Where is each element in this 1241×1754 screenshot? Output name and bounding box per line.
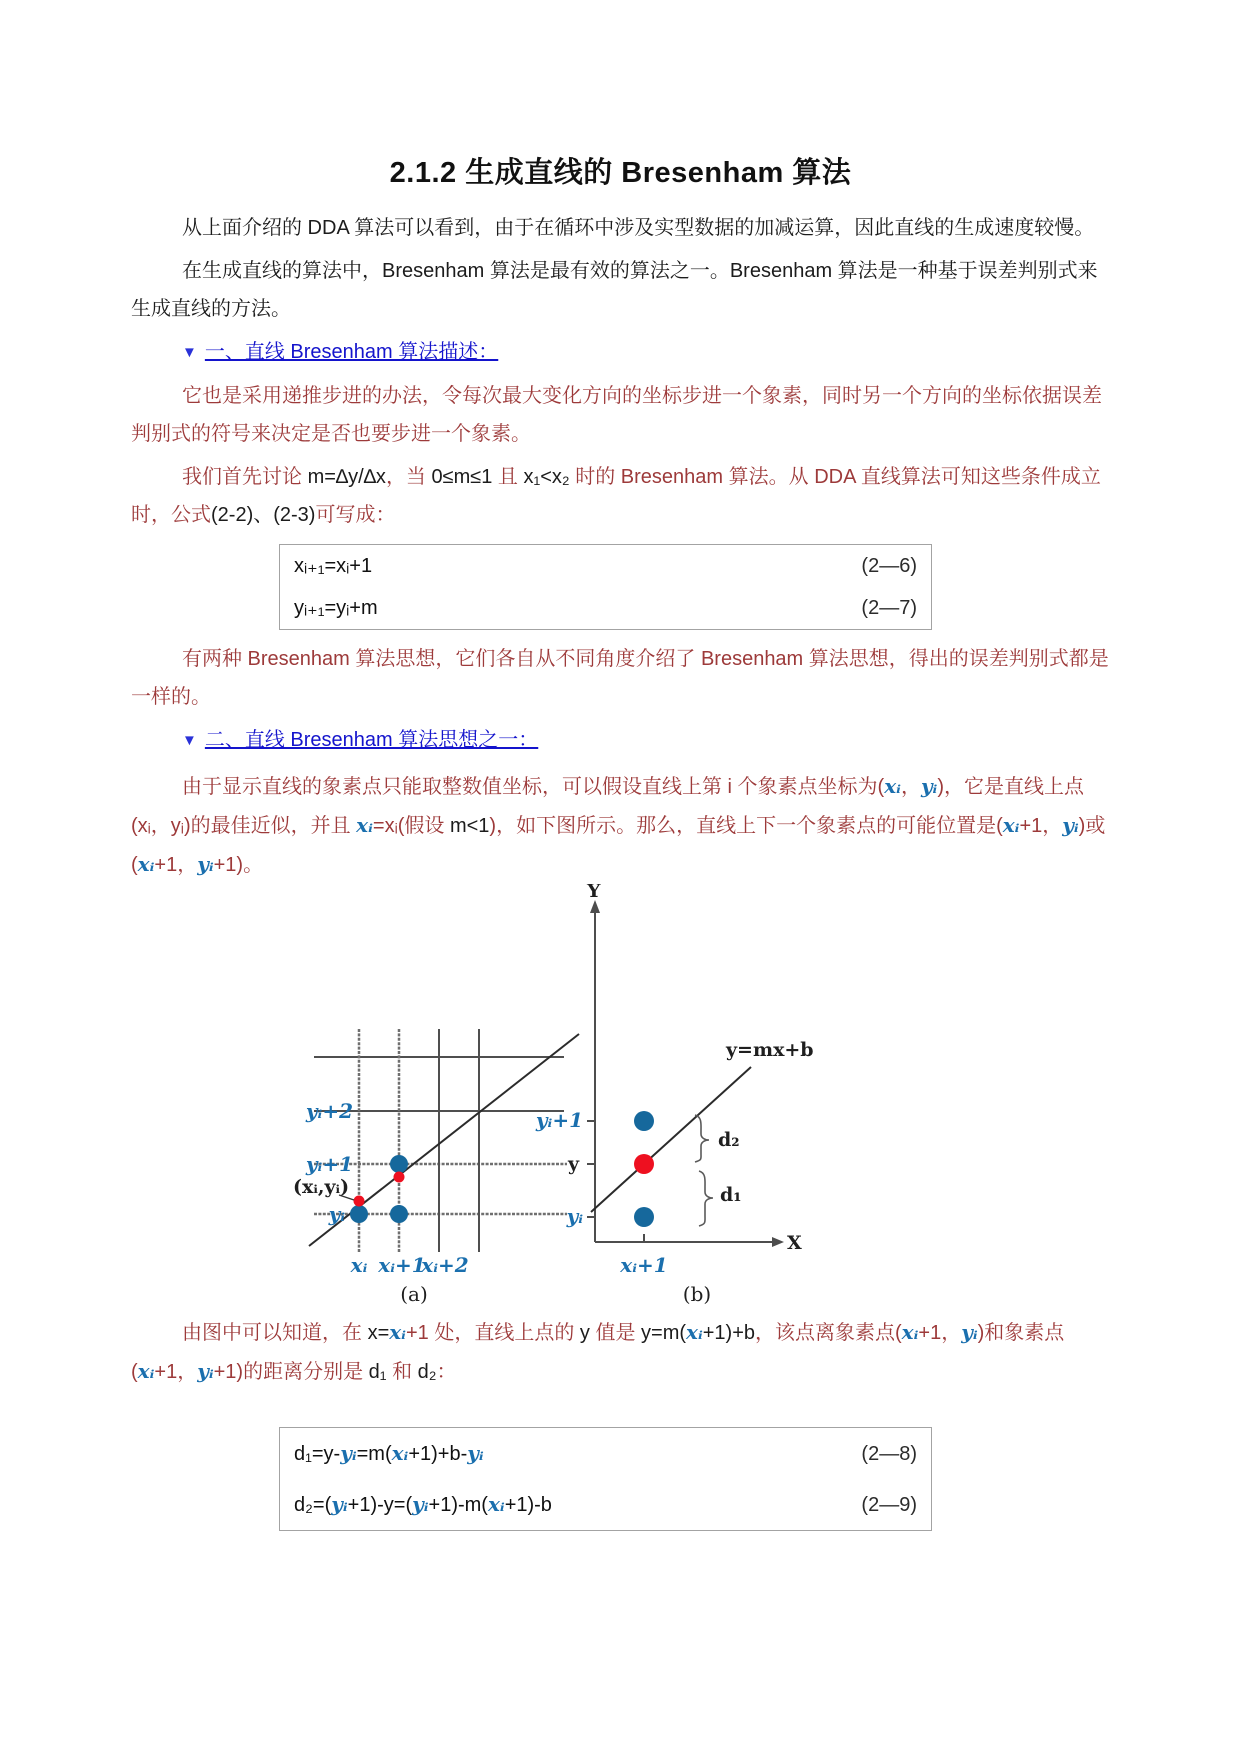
- page-title: 2.1.2 生成直线的 Bresenham 算法: [389, 157, 852, 189]
- collapse-triangle-icon: ▼: [182, 344, 197, 361]
- formula-box-1: [279, 544, 932, 630]
- formula-row: [294, 1428, 917, 1479]
- formula-box-2: [279, 1427, 932, 1531]
- pixel-dot: [634, 1207, 654, 1227]
- paragraph-5: 有两种 Bresenham 算法思想，它们各自从不同角度介绍了 Bresenham 算法思想，得出的误差判别式都是一样的。: [131, 648, 1109, 708]
- x-axis-label: X: [787, 1232, 802, 1254]
- paragraph-6: 由于显示直线的象素点只能取整数值坐标，可以假设直线上第 i 个象素点坐标为(xᵢ，yᵢ)，它是直线上点(xᵢ，yᵢ)的最佳近似，并且 xᵢ=xᵢ(假设 m<1)，如下图所示。那么，直线上下一个象素点的可能位置是(xᵢ+1，yᵢ)或(xᵢ+1，yᵢ+1)。: [131, 774, 1106, 876]
- formula-expression: yᵢ₊₁=yᵢ+m: [294, 597, 378, 619]
- paragraph-2: 在生成直线的算法中，Bresenham 算法是最有效的算法之一。Bresenham 算法是一种基于误差判别式来生成直线的方法。: [131, 260, 1098, 320]
- section-link-2-label[interactable]: 二、直线 Bresenham 算法思想之一：: [204, 729, 539, 751]
- axis-tick-label: xᵢ+2: [421, 1253, 469, 1277]
- y-axis-label: Y: [587, 884, 601, 902]
- formula-row: [294, 545, 917, 587]
- pixel-dot: [634, 1111, 654, 1131]
- d1-label: d₁: [720, 1184, 742, 1206]
- axis-tick-label: yᵢ+2: [305, 1099, 353, 1123]
- d1-brace: [699, 1171, 713, 1226]
- figure-diagram: [289, 884, 859, 1314]
- section-link-2[interactable]: [131, 721, 1110, 760]
- x-axis-arrow: [772, 1237, 784, 1247]
- line-point-dot: [354, 1196, 365, 1207]
- pixel-dot: [350, 1205, 368, 1223]
- equation-number: (2—6): [861, 555, 917, 577]
- line-equation-label: y=mx+b: [726, 1039, 814, 1061]
- axis-tick-label: yᵢ: [328, 1202, 345, 1226]
- pixel-dot: [390, 1205, 408, 1223]
- axis-tick-label: yᵢ: [566, 1204, 583, 1228]
- point-label: (xᵢ,yᵢ): [293, 1176, 350, 1198]
- collapse-triangle-icon: ▼: [182, 732, 197, 749]
- pixel-dot: [390, 1155, 408, 1173]
- axis-tick-label: xᵢ: [350, 1253, 368, 1277]
- d2-brace: [695, 1115, 709, 1162]
- section-link-1-label[interactable]: 一、直线 Bresenham 算法描述：: [204, 341, 499, 363]
- figure-a-grid: [293, 1029, 579, 1306]
- formula-row: [294, 587, 917, 629]
- formula-expression: xᵢ₊₁=xᵢ+1: [294, 555, 373, 577]
- paragraph-1: 从上面介绍的 DDA 算法可以看到，由于在循环中涉及实型数据的加减运算，因此直线的生成速度较慢。: [182, 217, 1095, 239]
- equation-number: (2—8): [861, 1443, 917, 1465]
- equation-number: (2—7): [861, 597, 917, 619]
- axis-tick-label: y: [567, 1153, 579, 1175]
- line-point-dot: [634, 1154, 654, 1174]
- line-point-dot: [394, 1172, 405, 1183]
- paragraph-4: 我们首先讨论 m=∆y/∆x，当 0≤m≤1 且 x₁<x₂ 时的 Bresenham 算法。从 DDA 直线算法可知这些条件成立时，公式(2-2)、(2-3)可写成：: [131, 466, 1101, 526]
- d2-label: d₂: [718, 1129, 740, 1151]
- formula-expression: d₂=(yᵢ+1)-y=(yᵢ+1)-m(xᵢ+1)-b: [294, 1492, 552, 1516]
- equation-number: (2—9): [861, 1494, 917, 1516]
- formula-row: [294, 1479, 917, 1530]
- formula-expression: d₁=y-yᵢ=m(xᵢ+1)+b-yᵢ: [294, 1441, 484, 1465]
- axis-tick-label: xᵢ+1: [620, 1253, 668, 1277]
- paragraph-7: 由图中可以知道，在 x=xᵢ+1 处，直线上点的 y 值是 y=m(xᵢ+1)+b，该点离象素点(xᵢ+1，yᵢ)和象素点(xᵢ+1，yᵢ+1)的距离分别是 d₁ 和 d₂：: [131, 1320, 1065, 1383]
- figure-b-axes: [535, 884, 814, 1306]
- axis-tick-label: yᵢ+1: [305, 1152, 353, 1176]
- figure: [131, 884, 1110, 1308]
- axis-tick-label: yᵢ+1: [535, 1108, 583, 1132]
- paragraph-3: 它也是采用递推步进的办法，令每次最大变化方向的坐标步进一个象素，同时另一个方向的坐标依据误差判别式的符号来决定是否也要步进一个象素。: [131, 385, 1102, 445]
- figure-a-caption: (a): [400, 1282, 428, 1306]
- figure-b-caption: (b): [682, 1282, 712, 1306]
- axis-tick-label: xᵢ+1: [378, 1253, 426, 1277]
- section-link-1[interactable]: [131, 333, 1110, 372]
